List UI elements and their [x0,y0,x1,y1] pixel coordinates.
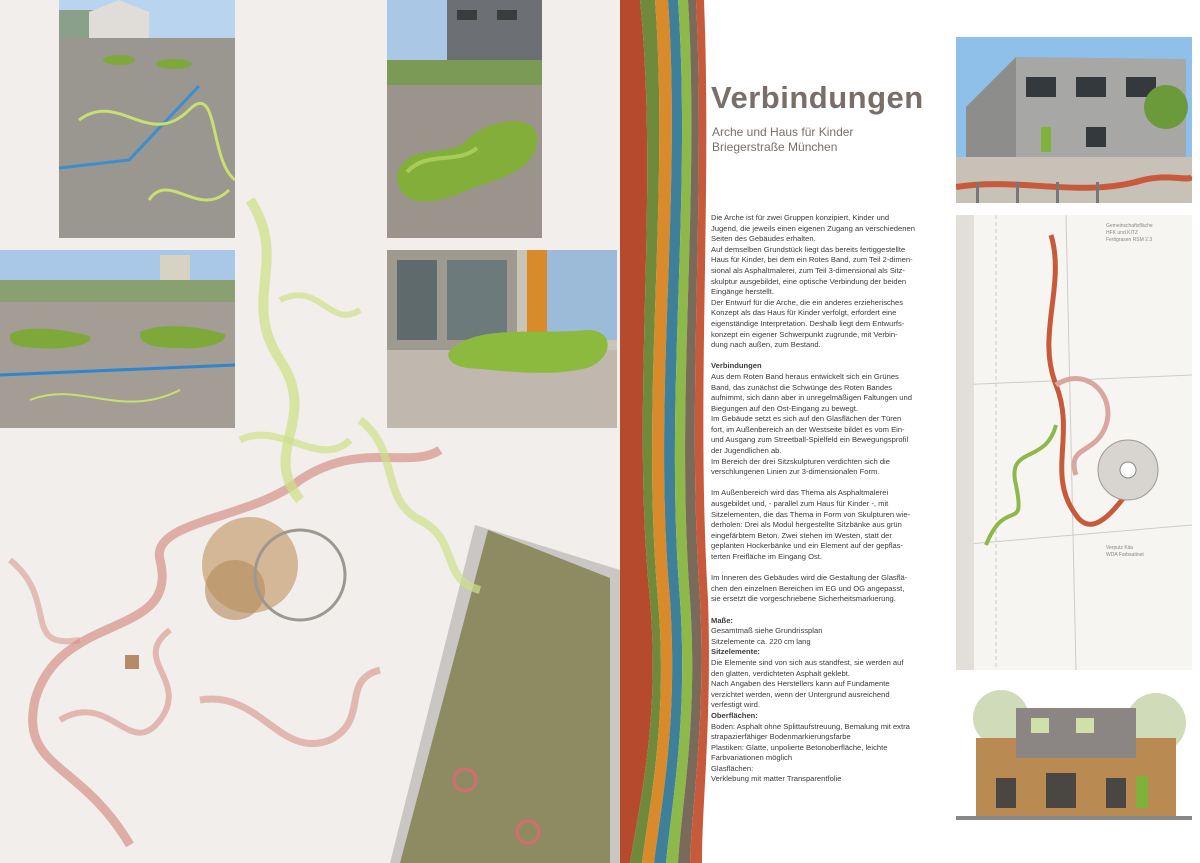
body-line: Der Entwurf für die Arche, die ein anderes erzieherisches [711,297,904,307]
section-heading-oberflaechen: Oberflächen: [711,710,758,720]
section-heading-verbindungen: Verbindungen [711,361,762,371]
body-line: verfestigt wird. [711,700,760,710]
body-line: Auf demselben Grundstück liegt das bereits fertiggestellte [711,244,906,254]
body-line: Im Gebäude setzt es sich auf den Glasflächen der Türen [711,414,902,424]
plan-label-group-top [1106,223,1153,244]
photo-bench-building [387,0,542,238]
body-line: strapazierfähiger Bodenmarkierungsfarbe [711,732,851,742]
body-line: Aus dem Roten Band heraus entwickelt sich ein Grünes [711,371,899,381]
body-line: dung nach außen, zum Bestand. [711,340,821,350]
color-ribbon-band [620,0,715,863]
subtitle-line-2: Briegerstraße München [712,140,838,154]
plan-label-group-bottom [1106,545,1144,559]
plan-label: Fertigrasen RSM 2.3 [1106,237,1153,243]
photo-benches-asphalt-2 [0,250,235,428]
plan-label: Gemeinschaftsfläche [1106,223,1153,229]
photo-bench-entrance [387,250,617,428]
plan-label: Verputz Kita [1106,545,1133,551]
body-line: der Jugendlichen ab. [711,446,782,456]
body-line: Verklebung mit matter Transparentfolie [711,774,842,784]
body-line: Glasflächen: [711,763,754,773]
body-line: und Ausgang zum Streetball-Spielfeld ein Bewegungsprofil [711,435,909,445]
body-line: derholen: Drei als Modul hergestellte Sitzbänke aus grün [711,520,902,530]
body-line: eigenständige Interpretation. Deshalb liegt dem Entwurfs- [711,318,905,328]
plan-label: HFK und KITZ [1106,230,1138,236]
section-heading-sitzelemente: Sitzelemente: [711,647,760,657]
body-line: eingefärbtem Beton. Zwei stehen im Westen, statt der [711,530,892,540]
body-line: Boden: Asphalt ohne Splittaufstreuung, Bemalung mit extra [711,721,910,731]
subtitle [712,125,853,155]
body-line: konzept ein eigener Schwerpunkt zugrunde, mit Verbin- [711,329,898,339]
body-line: Nach Angaben des Herstellers kann auf Fundamente [711,679,890,689]
body-line: sie ersetzt die vorgeschriebene Sicherheitsmarkierung. [711,594,896,604]
body-line: Plastiken: Glatte, unpolierte Betonoberfläche, leichte [711,742,888,752]
photo-benches-asphalt-1 [59,0,235,238]
body-line: verschlungenen Linien zur 3-dimensionalen Form. [711,467,880,477]
body-line: Konzept als das Haus für Kinder verfolgt, erfordert eine [711,308,897,318]
body-line: Band, das zunächst die Schwünge des Roten Bandes [711,382,893,392]
body-text [711,213,936,785]
body-line: Haus für Kinder, bei dem ein Rotes Band, zum Teil 2-dimen- [711,255,913,265]
body-line: ausgebildet und, - parallel zum Haus für Kinder -, mit [711,499,889,509]
photo-building-exterior [956,37,1192,203]
body-line: Im Außenbereich wird das Thema als Asphaltmalerei [711,488,889,498]
body-line: Die Arche ist für zwei Gruppen konzipiert, Kinder und [711,213,890,222]
body-line: verzichtet werden, wenn der Untergrund ausreichend [711,689,890,699]
body-line: den glatten, verdichteten Asphalt geklebt. [711,668,850,678]
section-heading-masse: Maße: [711,615,733,625]
body-line: Farbvariationen möglich [711,753,793,763]
body-line: fort, im Außenbereich an der Westseite bildet es vom Ein- [711,424,905,434]
body-line: Gesamtmaß siehe Grundrissplan [711,626,823,636]
body-line: terten Freifläche im Eingang Ost. [711,552,823,561]
body-line: aufnimmt, sich dann aber in unregelmäßigen Faltungen und [711,393,912,403]
body-line: sional als Asphaltmalerei, zum Teil 3-dimensional als Sitz- [711,265,906,275]
site-plan-drawing [956,215,1192,670]
plan-label: WDA Farbsatinet [1106,552,1144,558]
body-line: geplanten Hockerbänke und ein Element auf der gepflas- [711,541,904,551]
body-line: chen den einzelnen Bereichen im EG und OG angepasst, [711,583,905,593]
page-title: Verbindungen [711,80,924,115]
body-line: Im Bereich der drei Sitzskulpturen verdichten sich die [711,456,890,466]
body-line: Jugend, die jeweils einen eigenen Zugang an verschiedenen [711,223,915,233]
body-line: skulptur ausgebildet, eine optische Verbindung der beiden [711,276,907,286]
subtitle-line-1: Arche und Haus für Kinder [712,125,854,139]
body-line: Eingänge herstellt. [711,287,774,297]
body-line: Im Inneren des Gebäudes wird die Gestaltung der Glasflä- [711,573,908,583]
body-line: Seiten des Gebäudes erhalten. [711,234,816,244]
body-line: Die Elemente sind von sich aus standfest, sie werden auf [711,657,904,667]
body-line: Sitzelementen, die das Thema in Form von Skulpturen wie- [711,509,911,519]
body-line: Sitzelemente ca. 220 cm lang [711,636,811,646]
elevation-drawing [956,688,1192,828]
body-line: Biegungen auf den Ost-Eingang zu bewegt. [711,403,858,413]
